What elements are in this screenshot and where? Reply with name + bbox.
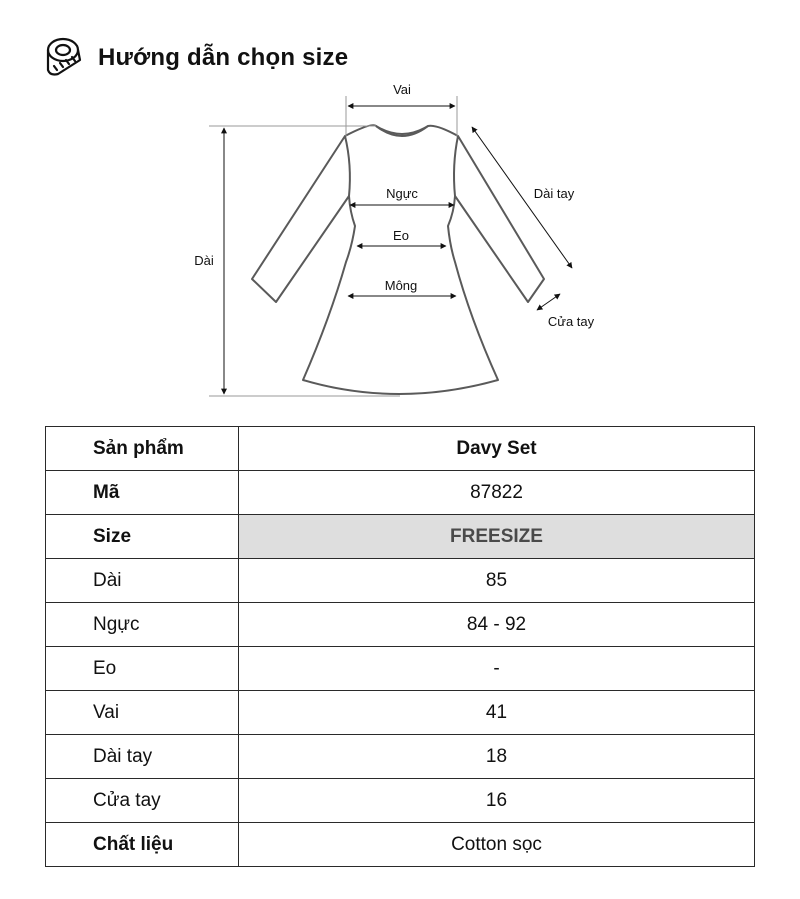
row-label: Eo — [46, 647, 239, 691]
label-chest: Ngực — [386, 186, 418, 201]
table-row-waist — [46, 647, 755, 691]
row-value: FREESIZE — [239, 515, 755, 559]
table-row-shoulder — [46, 691, 755, 735]
row-value: 41 — [239, 691, 755, 735]
table-row-cuff — [46, 779, 755, 823]
table-row-sleeve-length — [46, 735, 755, 779]
table-row-length — [46, 559, 755, 603]
label-cuff: Cửa tay — [547, 314, 595, 329]
label-sleeve-length: Dài tay — [533, 186, 575, 201]
row-label: Mã — [46, 471, 239, 515]
row-label: Sản phẩm — [46, 427, 239, 471]
dress-outline — [252, 125, 544, 394]
row-value: Davy Set — [239, 427, 755, 471]
row-value: 18 — [239, 735, 755, 779]
row-label: Cửa tay — [46, 779, 239, 823]
row-label: Vai — [46, 691, 239, 735]
row-value: - — [239, 647, 755, 691]
table-row-material — [46, 823, 755, 867]
table-row-code — [46, 471, 755, 515]
dress-measurement-diagram — [0, 0, 800, 420]
row-value: 16 — [239, 779, 755, 823]
row-label: Size — [46, 515, 239, 559]
label-length: Dài — [194, 253, 214, 268]
row-label: Dài tay — [46, 735, 239, 779]
cuff-arrow — [537, 294, 560, 310]
row-value: 85 — [239, 559, 755, 603]
row-label: Ngực — [46, 603, 239, 647]
row-value: Cotton sọc — [239, 823, 755, 867]
table-row-size — [46, 515, 755, 559]
row-label: Dài — [46, 559, 239, 603]
row-value: 87822 — [239, 471, 755, 515]
label-hip: Mông — [384, 278, 418, 293]
label-shoulder: Vai — [393, 82, 411, 97]
size-table — [45, 426, 755, 867]
row-label: Chất liệu — [46, 823, 239, 867]
row-value: 84 - 92 — [239, 603, 755, 647]
table-row-chest — [46, 603, 755, 647]
label-waist: Eo — [393, 228, 409, 243]
page-title: Hướng dẫn chọn size — [98, 44, 349, 71]
table-row-product — [46, 427, 755, 471]
